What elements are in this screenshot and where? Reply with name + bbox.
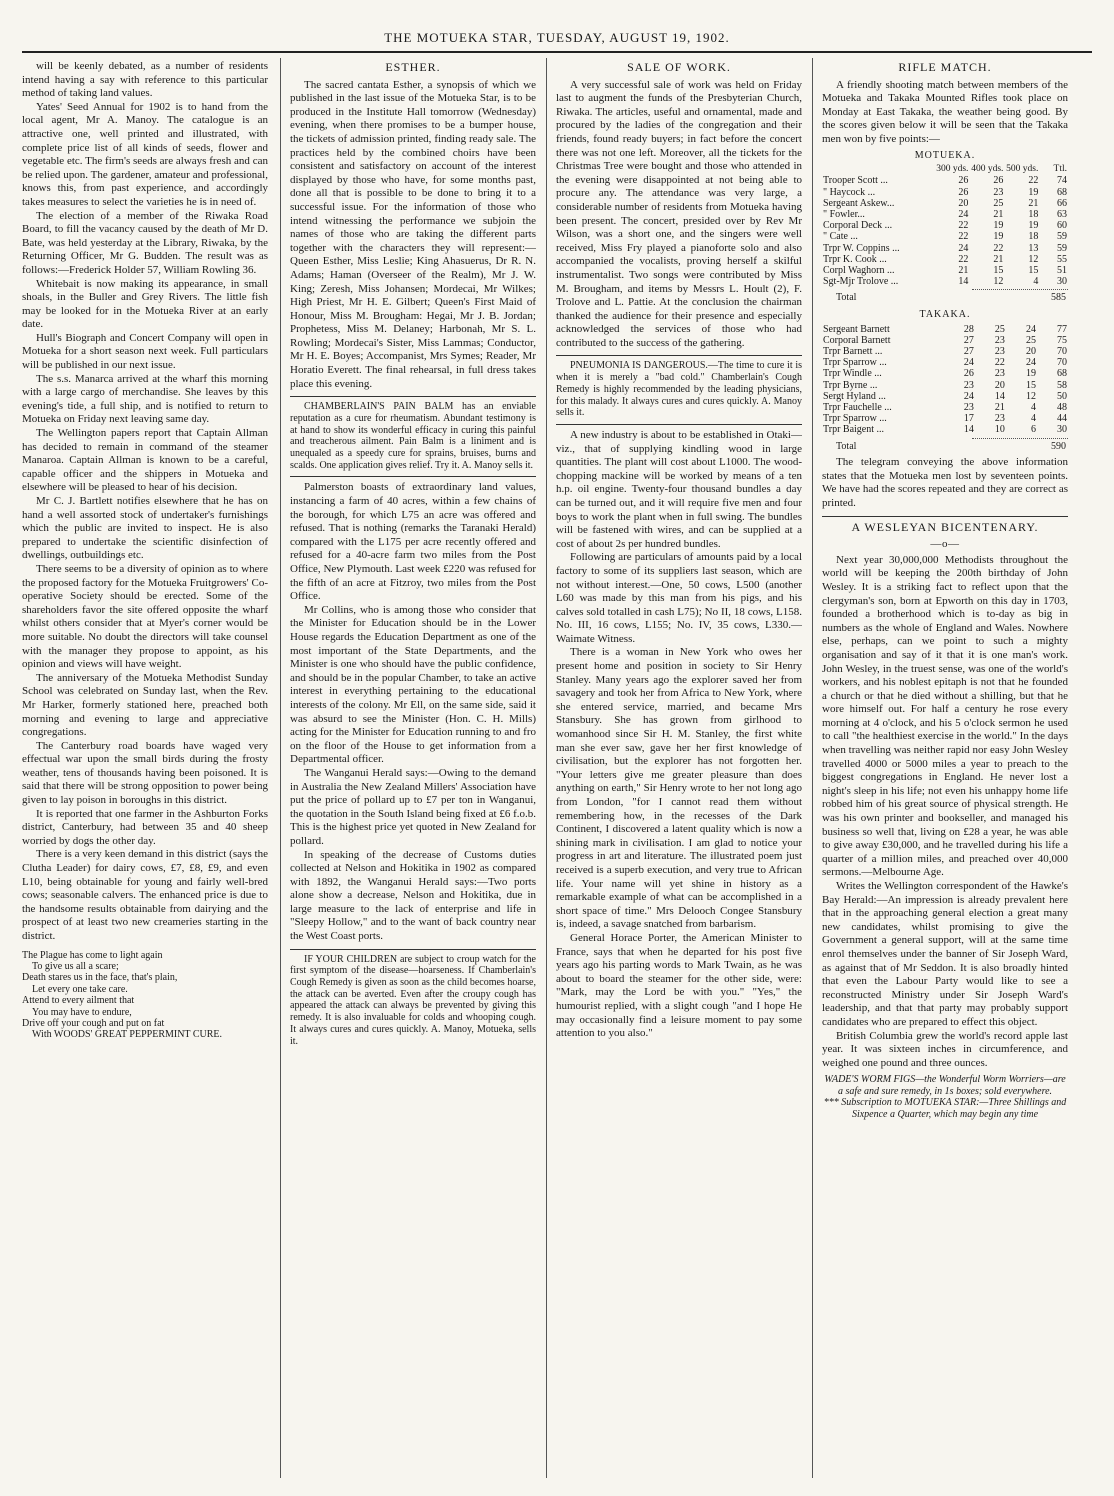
score-cell: 77: [1057, 323, 1067, 335]
shooter-name: Sgt-Mjr Trolove ...: [823, 276, 899, 288]
verse-line: You may have to endure,: [32, 1006, 132, 1018]
article-paragraph: Palmerston boasts of extraordinary land values, instancing a farm of 40 acres, within a few chains of the borough, for which L75 an acre was offered and refused. That is nothing (remarks the Taranaki Herald) compared with the L175 per acre recently offered and refused for a 40-acre farm two miles from the Post Office, New Plymouth. Last week £220 was refused for the fifth of an acre at Fitzroy, two miles from the Post Office.: [290, 481, 536, 603]
article-paragraph: The Wellington papers report that Captain Allman has decided to remain in command of the steamer Manaroa. Captain Allman is known to be a careful, capable officer and the shippers in Motueka and elsewhere will be pleased to hear of his decision.: [22, 427, 268, 494]
score-cell: 23: [993, 186, 1004, 198]
score-cell: 19: [993, 231, 1004, 243]
score-cell: 21: [993, 208, 1004, 220]
column-1: [22, 60, 268, 1480]
score-cell: 48: [1057, 402, 1067, 413]
score-cell: 59: [1057, 231, 1067, 243]
article-paragraph: British Columbia grew the world's record apple last year. It was sixteen inches in circumference, and weighed one pound and three ounces.: [822, 1029, 1068, 1069]
score-cell: 12: [993, 276, 1004, 288]
score-cell: 63: [1057, 208, 1067, 220]
score-cell: 6: [1030, 424, 1036, 436]
score-cell: 70: [1057, 345, 1067, 357]
rule: [556, 355, 802, 356]
score-cell: 19: [1028, 186, 1039, 198]
column-4-paragraphs: [822, 554, 1068, 1071]
total-rule: [972, 289, 1068, 290]
score-cell: 17: [963, 413, 974, 425]
score-cell: 12: [1028, 253, 1039, 265]
article-paragraph: There is a woman in New York who owes her present home and position in society to Sir Henry Stanley. Many years ago the explorer saved her from savagery and took her from Africa to New York, where she entered service, married, and became Mrs Stansbury. She has grown from girlhood to womanhood since Sir H. M. Stanley, the first white man she ever saw, gave her her first knowledge of civilisation, but the explorer has not forgotten her. "Your letters give me greater pleasure than does anything on earth," Sir Henry wrote to her not long ago from London, "for I cannot read them without remembering how, in the recesses of the Dark Continent, I discovered a latent quality which is now a shining mark in civilisation. I am glad to notice your progress in art and literature. The illustrated poem just received is a superb execution, and very true to African life. Your name will yet shine in history as a remarkable example of what can be accomplished in a short space of time." Mrs Delooch Congee Stansbury is, indeed, a savage snatched from barbarism.: [556, 646, 802, 931]
score-cell: 26: [993, 175, 1004, 187]
article-paragraph: A very successful sale of work was held on Friday last to augment the funds of the Presbyterian Church, Riwaka. The articles, useful and ornamental, made and procured by the ladies of the congregation and their friends, found ready buyers; in fact before the concert there was not one left. Moreover, all the tickets for the Christmas Tree were bought and those who attended in the evening were disappointed at not being able to procure any. The attendance was very large, a considerable number of residents from Motueka having been present. The concert, presided over by Rev Mr Wilson, was a short one, and the singers were well received, Miss Fry played a pianoforte solo and also accompanied the vocalists, proving herself a skilful instrumentalist. Two songs were contributed by Miss M. Brougham, and items by Messrs L. Hoult (2), F. Trolove and L. Pattie. At the conclusion the chairman thanked the audience for their presence and especially acknowledged the services of those who had contributed to the success of the gathering.: [556, 78, 802, 349]
score-cell: 28: [963, 323, 974, 335]
rifle-match-outro: The telegram conveying the above information states that the Motueka men lost by seventeen points. We have had the scores repeated and they are correct as printed.: [822, 456, 1068, 509]
score-cell: 24: [1025, 323, 1036, 335]
ad-text: IF YOUR CHILDREN are subject to croup watch for the first symptom of the disease—hoarseness. If Chamberlain's Cough Remedy is given as soon as the child becomes hoarse, the attack can be averted. Even after the croupy cough has appeared the attack can always be prevented by giving this remedy. It is also invaluable for colds and whooping cough. It always cures and cures quickly. A. Manoy, Motueka, sells it.: [290, 953, 536, 1047]
article-paragraph: The Canterbury road boards have waged very effectual war upon the small birds during the frosty weather, tens of thousands having been poisoned. It is said that there will be strong opposition to power being given to lay poison in boroughs in this district.: [22, 739, 268, 807]
verse-line: The Plague has come to light again: [22, 949, 163, 961]
score-cell: 19: [1028, 220, 1039, 232]
score-cell: 4: [1030, 413, 1036, 425]
shooter-name: Sergeant Barnett: [823, 323, 890, 335]
score-row: [822, 402, 1068, 413]
shooter-name: Trpr Fauchelle ...: [823, 402, 892, 413]
score-cell: 23: [994, 345, 1005, 357]
shooter-name: Trpr Sparrow ...: [823, 357, 887, 369]
ad-text: CHAMBERLAIN'S PAIN BALM has an enviable reputation as a cure for rheumatism. Abundant testimony is at hand to show its wonderful efficacy in curing this painful and treacherous ailment. Pain Balm is a liniment and is unequaled as a speedy cure for sprains, bruises, burns and scalds. One application gives relief. Try it. A. Manoy sells it.: [290, 401, 536, 471]
score-cell: 20: [994, 379, 1005, 391]
score-cell: 44: [1057, 413, 1067, 425]
score-cell: 23: [994, 334, 1005, 346]
score-cell: 25: [994, 323, 1005, 335]
worm-figs-ad: WADE'S WORM FIGS—the Wonderful Worm Worriers—are a safe and sure remedy, in 1s boxes; sold everywhere.: [824, 1074, 1066, 1097]
shooter-name: Trpr Sparrow ...: [823, 413, 887, 425]
total-label: Total: [836, 292, 857, 304]
score-cell: 15: [993, 264, 1004, 276]
article-paragraph: A new industry is about to be established in Otaki—viz., that of supplying kindling wood in large quantities. The plant will cost about L1000. The wood-chopping mackine will be worked by means of a ten h.p. oil engine. Twenty-four thousand bundles a day can be turned out, and it will require five men and four boys to work the plant when in full swing. The bundles will be fastened with wires, and can be supplied at a cost of about 2s per hundred bundles.: [556, 428, 802, 550]
score-cell: 70: [1057, 357, 1067, 369]
score-row: [822, 265, 1068, 276]
score-header-row: [822, 164, 1068, 175]
score-row: [822, 380, 1068, 391]
verse-line: Death stares us in the face, that's plain,: [22, 972, 178, 984]
verse-line: With WOODS' GREAT PEPPERMINT CURE.: [32, 1029, 223, 1041]
article-paragraph: The s.s. Manarca arrived at the wharf this morning with a large cargo of merchandise. She leaves by this evening's tide, a full ship, and is notified to return to Motueka on Friday next leaving same day.: [22, 372, 268, 426]
sale-of-work-heading: SALE OF WORK.: [627, 60, 731, 74]
esther-article: [290, 79, 536, 392]
score-cell: 23: [994, 413, 1005, 425]
score-row: [822, 324, 1068, 335]
score-row: [822, 243, 1068, 254]
verse-line: To give us all a scare;: [32, 961, 119, 972]
article-paragraph: Mr C. J. Bartlett notifies elsewhere that he has on hand a well assorted stock of undertaker's furnishings which the public are invited to inspect. He is also prepared to undertake the scientific disinfection of dwellings, outbuildings etc.: [22, 495, 268, 562]
article-paragraph: There seems to be a diversity of opinion as to where the proposed factory for the Motueka Fruitgrowers' Co-operative Society should be erected. Some of the shareholders favor the site offered opposite the wharf whilst others consider that at Myer's corner would be more suitable. No doubt the directors will take counsel with the manager they propose to appoint, as his opinion and views will have weight.: [22, 562, 268, 671]
score-cell: 27: [963, 345, 974, 357]
score-cell: 24: [958, 242, 969, 254]
score-cell: 19: [1025, 368, 1036, 380]
article-paragraph: Hull's Biograph and Concert Company will open in Motueka for a short season next week. Full particulars will be published in our next issue.: [22, 331, 268, 372]
croup-ad: [290, 954, 536, 1048]
score-row: [822, 220, 1068, 231]
takaka-scores-table: [822, 324, 1068, 436]
total-label: Total: [836, 440, 857, 452]
score-cell: 18: [1028, 208, 1039, 220]
score-cell: 66: [1057, 197, 1067, 209]
score-row: [822, 357, 1068, 368]
shooter-name: " Fowler...: [823, 208, 865, 220]
score-cell: 26: [958, 186, 969, 198]
masthead: THE MOTUEKA STAR, TUESDAY, AUGUST 19, 1902.: [384, 30, 730, 45]
article-paragraph: Whitebait is now making its appearance, in small shoals, in the Buller and Grey Rivers. The little fish may be looked for in the Motueka River at an early date.: [22, 277, 268, 331]
score-row: [822, 276, 1068, 287]
takaka-total: [822, 440, 1068, 454]
score-cell: 25: [993, 197, 1004, 209]
shooter-name: Trpr K. Cook ...: [823, 253, 887, 265]
shooter-name: Sergeant Askew...: [823, 197, 895, 209]
shooter-name: " Haycock ...: [823, 186, 876, 198]
article-paragraph: Mr Collins, who is among those who consider that the Minister for Education should be in the Lower House regards the Education Department as one of the most important of the State Departments, and the Minister is one who should have the public confidence, and should be in the popular Chamber, to take an active interest in everything pertaining to the educational interests of the colony. Mr Ell, on the same side, said it was absurd to see the Minister (Hon. C. H. Mills) acting for the Minister for Education running to and fro on the floor of the House to get information from a Departmental officer.: [290, 603, 536, 766]
score-cell: 22: [1028, 175, 1039, 187]
score-cell: 24: [963, 357, 974, 369]
score-cell: 74: [1057, 175, 1067, 187]
score-cell: 30: [1057, 424, 1067, 436]
column-3: [556, 60, 802, 1480]
score-cell: 10: [994, 424, 1005, 436]
pain-balm-ad: [290, 401, 536, 471]
score-cell: 4: [1033, 276, 1039, 288]
score-cell: 23: [963, 402, 974, 413]
shooter-name: Corporal Barnett: [823, 334, 891, 346]
score-header-cell: [822, 164, 934, 175]
takaka-team-heading: TAKAKA.: [919, 308, 971, 320]
wesleyan-heading: A WESLEYAN BICENTENARY.: [851, 519, 1039, 534]
column-2: [290, 60, 536, 1480]
peppermint-cure-verse: [22, 950, 268, 1041]
rule: [556, 424, 802, 425]
score-cell: 22: [994, 357, 1005, 369]
verse-line: Attend to every ailment that: [22, 995, 135, 1007]
section-divider: —o—: [930, 538, 960, 551]
score-row: [822, 175, 1068, 186]
score-cell: 68: [1057, 368, 1067, 380]
score-cell: 22: [958, 220, 969, 232]
score-cell: 24: [1025, 357, 1036, 369]
score-cell: 15: [1028, 264, 1039, 276]
motueka-scores-table: [822, 164, 1068, 287]
article-paragraph: Next year 30,000,000 Methodists throughout the world will be keeping the 200th birthday of John Wesley. It is a striking fact to reflect upon that the clergyman's son, born at Epworth on this day in 1703, founded a brotherhood which is to-day as big in numbers as the whole of England and Wales. Nowhere else, perhaps, can we point to such a mighty organisation and say of it that it is one man's work. John Wesley, in the truest sense, was one of the world's workers, and his noblest epitaph is not that he founded a church or that he died without a shilling, but that he wore himself out. For half a century he rose every morning at 4 o'clock, and his 5 o'clock sermon he used to call "the healthiest exercise in the world." In the days when travelling was neither rapid nor easy John Wesley travelled 4000 or 5000 miles a year to preach to the biggest congregations in England. He never lost a night's sleep in his life; not even his unhappy home life robbed him of his great source of physical strength. He was his own printer and bookseller, and managed his business so well that, living on £28 a year, he was able to give away £30,000, and he travelled during his life a quarter of a million miles, and preached over 40,000 sermons.—Melbourne Age.: [822, 553, 1068, 879]
esther-heading: ESTHER.: [385, 60, 441, 74]
verse-line: Drive off your cough and put on fat: [22, 1018, 165, 1030]
score-cell: 23: [994, 368, 1005, 380]
score-cell: 23: [963, 379, 974, 391]
score-row: [822, 198, 1068, 209]
rule: [290, 476, 536, 477]
score-cell: 68: [1057, 186, 1067, 198]
pneumonia-ad: [556, 360, 802, 419]
article-paragraph: In speaking of the decrease of Customs duties collected at Nelson and Hokitika in 1902 as compared with 1892, the Wanganui Herald says:—Two ports alone show a decrease, Nelson and Hokitika, due in large measure to the lack of enterprise and life in "Sleepy Hollow," and to the want of back country near the West Coast ports.: [290, 848, 536, 943]
score-cell: 26: [963, 368, 974, 380]
score-cell: 59: [1057, 242, 1067, 254]
score-cell: 14: [994, 390, 1005, 402]
motueka-team-heading: MOTUEKA.: [914, 149, 976, 161]
score-cell: 15: [1025, 379, 1036, 391]
shooter-name: Trpr Baigent ...: [823, 424, 885, 436]
motueka-total: [822, 291, 1068, 305]
score-row: [822, 231, 1068, 242]
score-cell: 58: [1057, 379, 1067, 391]
shooter-name: Trpr W. Coppins ...: [823, 242, 900, 254]
score-row: [822, 254, 1068, 265]
score-cell: 21: [994, 402, 1005, 413]
shooter-name: Trpr Byrne ...: [823, 379, 878, 391]
column-1-paragraphs: [22, 60, 268, 944]
shooter-name: Trooper Scott ...: [823, 175, 888, 187]
shooter-name: Trpr Windle ...: [823, 368, 882, 380]
score-cell: 13: [1028, 242, 1039, 254]
column-divider: [812, 58, 813, 1478]
article-paragraph: The anniversary of the Motueka Methodist Sunday School was celebrated on Sunday last, when the Rev. Mr Harker, formerly stationed here, preached both morning and evening to large and appreciative congregations.: [22, 671, 268, 739]
rifle-match-heading: RIFLE MATCH.: [898, 60, 992, 74]
score-cell: 22: [958, 231, 969, 243]
score-cell: 14: [963, 424, 974, 436]
score-cell: 60: [1057, 220, 1067, 232]
score-cell: 22: [993, 242, 1004, 254]
column-divider: [546, 58, 547, 1478]
rule: [822, 516, 1068, 517]
score-row: [822, 413, 1068, 424]
column-divider: [280, 58, 281, 1478]
shooter-name: " Cate ...: [823, 231, 858, 243]
score-row: [822, 391, 1068, 402]
total-value: 585: [1051, 292, 1066, 304]
score-header-cell: 500 yds.: [1006, 164, 1039, 175]
score-row: [822, 209, 1068, 220]
article-paragraph: Yates' Seed Annual for 1902 is to hand from the local agent, Mr A. Manoy. The catalogue is an attractive one, well printed and illustrated, with complete price list of all kinds of seeds, flower and vegetable etc. The firm's seeds are always fresh and can be relied upon. The gardener, amateur and professional, knows this, from past experience, and accordingly takes measures to select the varieties he is in need of.: [22, 100, 268, 208]
score-cell: 19: [993, 220, 1004, 232]
score-cell: 30: [1057, 276, 1067, 288]
verse-line: Let every one take care.: [32, 983, 128, 995]
article-paragraph: It is reported that one farmer in the Ashburton Forks district, Canterbury, had between 35 and 40 sheep worried by dogs the other day.: [22, 807, 268, 847]
score-row: [822, 424, 1068, 435]
rule: [290, 949, 536, 950]
score-cell: 21: [993, 253, 1004, 265]
score-cell: 18: [1028, 231, 1039, 243]
score-row: [822, 346, 1068, 357]
subscription-notice: *** Subscription to MOTUEKA STAR:—Three Shillings and Sixpence a Quarter, which may begin any time: [823, 1097, 1067, 1121]
score-header-cell: Ttl.: [1053, 164, 1067, 175]
article-paragraph: The sacred cantata Esther, a synopsis of which we published in the last issue of the Motueka Star, is to be produced in the Institute Hall tomorrow (Wednesday) evening, when there promises to be a bumper house, the tickets of admission printed, finding ready sale. The practices held by the combined choirs have been consistent and satisfactory on account of the interest displayed by those who have, for some months past, done all that is possible to be done to bring it to a successful issue. For the information of those who intend witnessing the performance we subjoin the names of those who are taking the different parts together with the characters they will represent:—Queen Esther, Miss Leslie; King Ahasuerus, Dr R. N. Adams; Haman (Overseer of the Realm), Mr J. W. King; Zeresh, Miss Johansen; Mordecai, Mr Wilkes; High Priest, Mr H. E. Gilbert; Queen's First Maid of Honour, Miss M. Brougham: Hegai, Mr J. B. Jordan; Prophetess, Miss M. Delaney; Harbonah, Mr S. L. Rowling; Mordecai's Sister, Miss Lammas; Conductor, Mr H. E. Boyes; Accompanist, Mrs Symes; Reader, Mr Horatio Everett. The final rehearsal, in full dress takes place this evening.: [290, 78, 536, 390]
article-paragraph: General Horace Porter, the American Minister to France, says that when he departed for his post five years ago his parting words to Mark Twain, as he was about to board the steamer for the other side, were: "Mark, may the Lord be with you." "Yes," the humourist replied, with a slight cough "and I hope He may occasionally find a leisure moment to pay some attention to you also.": [556, 931, 802, 1040]
score-cell: 20: [1025, 345, 1036, 357]
score-cell: 75: [1057, 334, 1067, 346]
column-3-paragraphs: [556, 429, 802, 1041]
score-cell: 24: [958, 208, 969, 220]
score-cell: 21: [1028, 197, 1039, 209]
score-row: [822, 368, 1068, 379]
article-paragraph: The Wanganui Herald says:—Owing to the demand in Australia the New Zealand Millers' Association have put the price of pollard up to £7 per ton in Wanganui, the quotation in the South Island being fixed at £6 f.o.b. This is the highest price yet quoted in New Zealand for pollard.: [290, 766, 536, 847]
score-cell: 50: [1057, 390, 1067, 402]
article-paragraph: There is a very keen demand in this district (says the Clutha Leader) for dairy cows, £7, £8, £9, and even L10, being obtainable for young and fairly well-bred cows; seasonable calvers. The enhanced price is due to the handsome results obtainable from dairying and the prospect of at least two new creameries starting in the district.: [22, 848, 268, 942]
article-paragraph: The election of a member of the Riwaka Road Board, to fill the vacancy caused by the death of Mr D. Bate, was held yesterday at the Library, Riwaka, by the Returning Officer, Mr G. Budden. The result was as follows:—Frederick Holder 57, William Rowling 36.: [22, 209, 268, 276]
score-cell: 51: [1057, 264, 1067, 276]
shooter-name: Corpl Waghorn ...: [823, 264, 895, 276]
score-cell: 25: [1025, 334, 1036, 346]
article-paragraph: Following are particulars of amounts paid by a local factory to some of its suppliers last season, which are not without interest.—One, 50 cows, L500 (another L60 was made by this man from his pigs, and his calves sold totalled in cash L75); No II, 18 cows, L158. No. III, 16 cows, L155; No. IV, 35 cows, L330.—Waimate Witness.: [556, 551, 802, 645]
score-header-cell: 300 yds.: [936, 164, 969, 175]
score-cell: 26: [958, 175, 969, 187]
score-row: [822, 187, 1068, 198]
total-value: 590: [1051, 440, 1066, 452]
score-cell: 55: [1057, 253, 1067, 265]
total-rule: [972, 438, 1068, 439]
shooter-name: Trpr Barnett ...: [823, 345, 883, 357]
rifle-match-intro: A friendly shooting match between members of the Motueka and Takaka Mounted Rifles took place on Monday at East Takaka, the weather being good. By the scores given below it will be seen that the Takaka men won by five points:—: [822, 78, 1068, 145]
score-cell: 27: [963, 334, 974, 346]
shooter-name: Corporal Deck ...: [823, 220, 893, 232]
shooter-name: Sergt Hyland ...: [823, 390, 886, 402]
score-cell: 24: [963, 390, 974, 402]
article-paragraph: Writes the Wellington correspondent of the Hawke's Bay Herald:—An impression is already prevalent here that in the approaching general election a great many new candidates, whilst promising to give the Government a general support, will at the same time enrol themselves under the banner of Sir Joseph Ward, as against that of Mr Seddon. It is also broadly hinted that even the Labour Party would like to see a reconstructed Ministry under Sir Joseph Ward's leadership, and that that party may probably support candidates who are prepared to effect this object.: [822, 880, 1068, 1028]
column-4: [822, 60, 1068, 1480]
masthead-rule: [22, 51, 1092, 53]
article-paragraph: will be keenly debated, as a number of residents intend having a say with reference to this particular method of taking land values.: [22, 60, 268, 100]
score-cell: 14: [958, 276, 969, 288]
ad-text: PNEUMONIA IS DANGEROUS.—The time to cure it is when it is merely a "bad cold." Chamberlain's Cough Remedy is highly recommended by the leading physicians, for this malady. It always cures and cures quickly. A. Manoy sells it.: [556, 360, 802, 419]
score-row: [822, 335, 1068, 346]
score-cell: 21: [958, 264, 969, 276]
score-cell: 20: [958, 197, 969, 209]
column-2-paragraphs: [290, 481, 536, 943]
score-cell: 22: [958, 253, 969, 265]
column-4-ads: [822, 1074, 1068, 1120]
sale-of-work-article: [556, 79, 802, 351]
rule: [290, 396, 536, 397]
score-cell: 4: [1030, 402, 1036, 413]
score-header-cell: 400 yds.: [971, 164, 1004, 175]
score-cell: 12: [1025, 390, 1036, 402]
